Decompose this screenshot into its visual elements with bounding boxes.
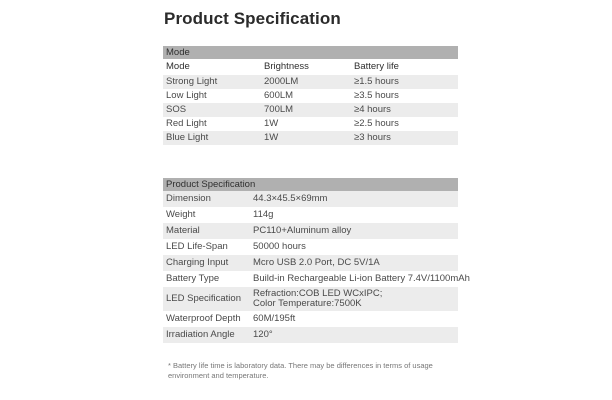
spec-value: Mcro USB 2.0 Port, DC 5V/1A bbox=[253, 257, 380, 268]
spec-label: Waterproof Depth bbox=[166, 313, 241, 324]
mode-cell: Blue Light bbox=[166, 132, 209, 143]
footnote: * Battery life time is laboratory data. There may be differences in terms of usage environment and temperature. bbox=[168, 361, 433, 380]
mode-cell: Strong Light bbox=[166, 76, 218, 87]
battery-cell: ≥1.5 hours bbox=[354, 76, 399, 87]
table-row bbox=[163, 255, 458, 271]
spec-label: LED Life-Span bbox=[166, 241, 228, 252]
mode-table-header: Mode bbox=[163, 46, 458, 59]
spec-table bbox=[163, 178, 470, 343]
spec-value: 120° bbox=[253, 329, 273, 340]
page-title: Product Specification bbox=[164, 9, 341, 28]
spec-label: Battery Type bbox=[166, 273, 220, 284]
spec-value-line: Refraction:COB LED WCxIPC; bbox=[253, 288, 383, 299]
table-row bbox=[163, 75, 458, 89]
spec-value: 50000 hours bbox=[253, 241, 306, 252]
column-header-battery-life: Battery life bbox=[354, 61, 399, 72]
spec-label: Irradiation Angle bbox=[166, 329, 235, 340]
spec-label: LED Specification bbox=[166, 293, 241, 304]
spec-label: Material bbox=[166, 225, 200, 236]
table-row bbox=[163, 117, 458, 131]
spec-value: PC110+Aluminum alloy bbox=[253, 225, 352, 236]
table-row bbox=[163, 271, 470, 287]
spec-value: Build-in Rechargeable Li-ion Battery 7.4V/1100mAh bbox=[253, 273, 470, 284]
table-row bbox=[163, 287, 458, 311]
spec-value: 114g bbox=[253, 209, 274, 220]
spec-table-header: Product Specification bbox=[163, 178, 458, 191]
spec-value-line: Color Temperature:7500K bbox=[253, 298, 362, 309]
spec-value: 60M/195ft bbox=[253, 313, 296, 324]
mode-cell: Low Light bbox=[166, 90, 207, 101]
battery-cell: ≥4 hours bbox=[354, 104, 391, 115]
table-row bbox=[163, 239, 458, 255]
column-header-brightness: Brightness bbox=[264, 61, 309, 72]
mode-cell: Red Light bbox=[166, 118, 207, 129]
mode-table bbox=[163, 46, 458, 145]
brightness-cell: 2000LM bbox=[264, 76, 299, 87]
brightness-cell: 700LM bbox=[264, 104, 294, 115]
table-row bbox=[163, 103, 458, 117]
spec-label: Dimension bbox=[166, 193, 211, 204]
table-row bbox=[163, 191, 458, 207]
brightness-cell: 1W bbox=[264, 132, 279, 143]
spec-value bbox=[253, 289, 382, 309]
battery-cell: ≥3 hours bbox=[354, 132, 391, 143]
spec-label: Charging Input bbox=[166, 257, 229, 268]
table-row bbox=[163, 207, 458, 223]
column-header-mode: Mode bbox=[166, 61, 190, 72]
battery-cell: ≥3.5 hours bbox=[354, 90, 399, 101]
spec-label: Weight bbox=[166, 209, 196, 220]
table-row bbox=[163, 327, 458, 343]
battery-cell: ≥2.5 hours bbox=[354, 118, 399, 129]
mode-table-column-headers bbox=[163, 59, 458, 75]
table-row bbox=[163, 311, 458, 327]
spec-value: 44.3×45.5×69mm bbox=[253, 193, 328, 204]
mode-cell: SOS bbox=[166, 104, 187, 115]
table-row bbox=[163, 131, 458, 145]
brightness-cell: 1W bbox=[264, 118, 279, 129]
brightness-cell: 600LM bbox=[264, 90, 294, 101]
table-row bbox=[163, 89, 458, 103]
table-row bbox=[163, 223, 458, 239]
